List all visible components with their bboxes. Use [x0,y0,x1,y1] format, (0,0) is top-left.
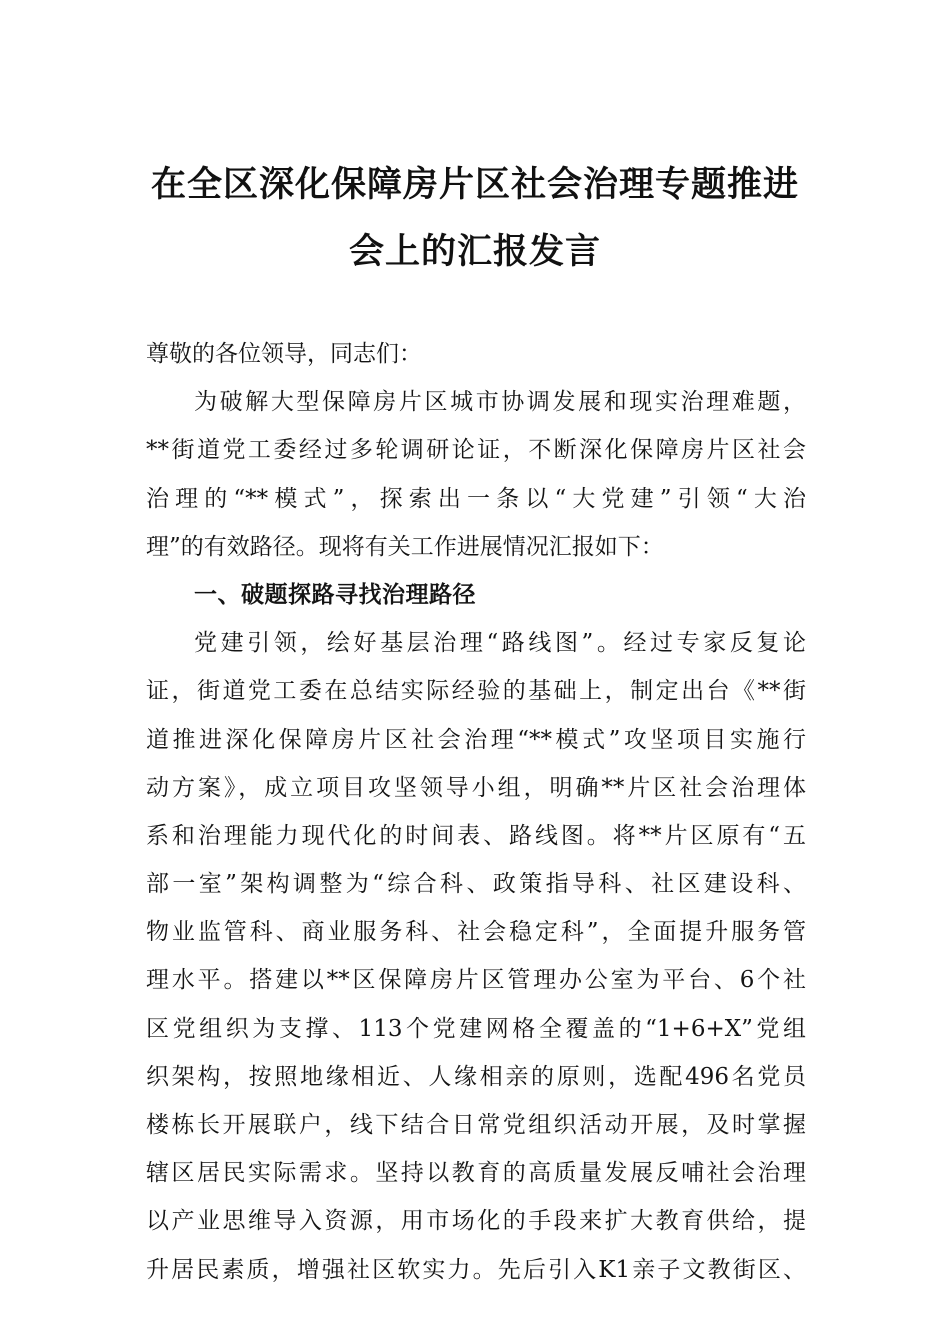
document-title-line-1: 在全区深化保障房片区社会治理专题推进 [150,164,799,205]
section-paragraph-line: 证，街道党工委在总结实际经验的基础上，制定出台《**街 [146,678,806,705]
section-paragraph-line: 理水平。搭建以**区保障房片区管理办公室为平台、6个社 [146,967,806,994]
document-body [146,330,806,1294]
intro-paragraph-line: **街道党工委经过多轮调研论证，不断深化保障房片区社会 [146,437,806,464]
document-title-line-2: 会上的汇报发言 [348,231,601,272]
intro-paragraph-line: 为破解大型保障房片区城市协调发展和现实治理难题， [194,389,806,416]
intro-paragraph-line: 理”的有效路径。现将有关工作进展情况汇报如下： [146,533,664,560]
section-paragraph-line: 区党组织为支撑、113个党建网格全覆盖的“1+6+X”党组 [146,1015,806,1042]
section-paragraph-line: 以产业思维导入资源，用市场化的手段来扩大教育供给，提 [146,1208,806,1235]
section-paragraph-line: 党建引领，绘好基层治理“路线图”。经过专家反复论 [194,630,806,657]
section-paragraph-line: 辖区居民实际需求。坚持以教育的高质量发展反哺社会治理 [146,1160,806,1187]
section-paragraph-line: 物业监管科、商业服务科、社会稳定科”，全面提升服务管 [146,919,806,946]
section-heading: 一、破题探路寻找治理路径 [194,581,476,608]
salutation: 尊敬的各位领导，同志们： [146,341,422,367]
section-paragraph-line: 升居民素质，增强社区软实力。先后引入K1亲子文教街区、 [146,1256,806,1283]
intro-paragraph-line: 治理的“**模式”，探索出一条以“大党建”引领“大治 [146,485,806,512]
section-paragraph-line: 楼栋长开展联户，线下结合日常党组织活动开展，及时掌握 [146,1112,806,1138]
section-paragraph-line: 动方案》，成立项目攻坚领导小组，明确**片区社会治理体 [146,774,806,801]
section-paragraph-line: 部一室”架构调整为“综合科、政策指导科、社区建设科、 [146,871,806,898]
section-paragraph-line: 道推进深化保障房片区社会治理“**模式”攻坚项目实施行 [146,726,806,753]
section-paragraph-line: 系和治理能力现代化的时间表、路线图。将**片区原有“五 [146,822,806,849]
section-paragraph-line: 织架构，按照地缘相近、人缘相亲的原则，选配496名党员 [146,1063,806,1090]
